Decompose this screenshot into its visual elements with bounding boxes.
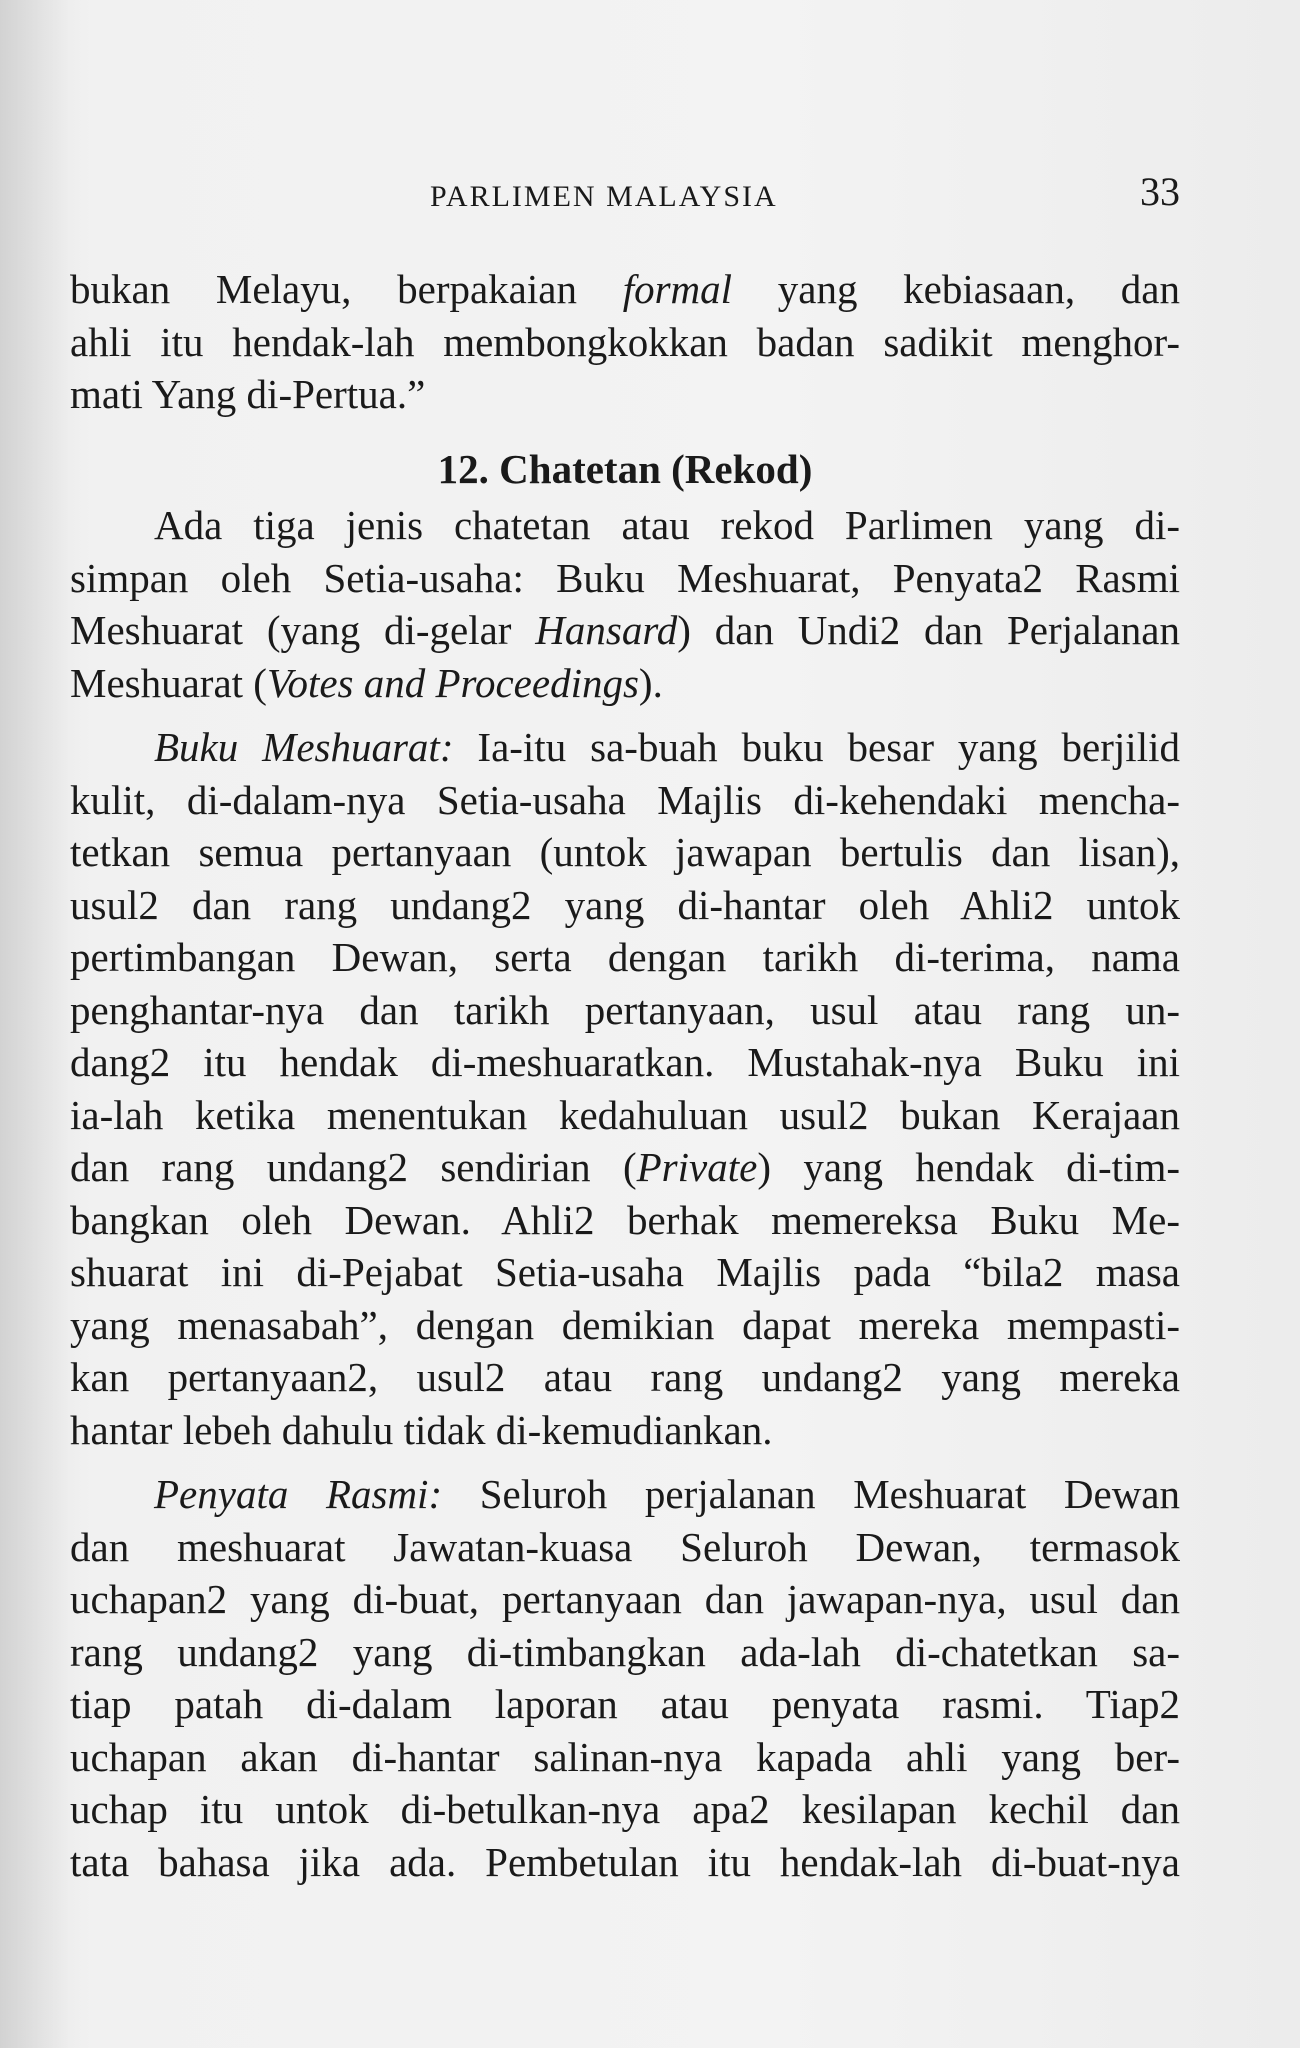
text-line: bangkan oleh Dewan. Ahli2 berhak memereksa Buku Me- [70,1196,1180,1243]
text-line: dang2 itu hendak di-meshuaratkan. Mustahak-nya Buku ini [70,1039,1180,1085]
text-line: dan rang undang2 sendirian (Private) yang hendak di-tim- [70,1144,1181,1190]
text-line: ahli itu hendak-lah membongkokkan badan sadikit menghor- [70,318,1180,365]
paragraph-4 [70,1468,1180,1888]
page-number: 33 [1140,169,1180,214]
running-head: PARLIMEN MALAYSIA [430,180,778,213]
text-line: shuarat ini di-Pejabat Setia-usaha Majlis pada “bila2 masa [70,1249,1180,1295]
text-line: uchapan akan di-hantar salinan-nya kapada ahli yang ber- [70,1733,1180,1780]
text-line: bukan Melayu, berpakaian formal yang kebiasaan, dan [70,266,1180,312]
section-heading: 12. Chatetan (Rekod) [437,445,813,492]
text-line: yang menasabah”, dengan demikian dapat mereka mempasti- [70,1301,1180,1348]
text-line: kan pertanyaan2, usul2 atau rang undang2 yang mereka [70,1354,1180,1400]
text-line: Buku Meshuarat: Ia-itu sa-buah buku besar yang berjilid [154,724,1180,770]
page-header [70,168,1180,218]
text-line: pertimbangan Dewan, serta dengan tarikh di-terima, nama [70,934,1180,980]
text-line: dan meshuarat Jawatan-kuasa Seluroh Dewan, termasok [70,1523,1180,1570]
text-line: tata bahasa jika ada. Pembetulan itu hendak-lah di-buat-nya [70,1838,1180,1885]
text-line: simpan oleh Setia-usaha: Buku Meshuarat, Penyata2 Rasmi [70,554,1180,601]
text-line: mati Yang di-Pertua.” [70,371,426,417]
text-line: penghantar-nya dan tarikh pertanyaan, usul atau rang un- [70,986,1180,1033]
text-line: rang undang2 yang di-timbangkan ada-lah di-chatetkan sa- [70,1628,1180,1675]
text-line: usul2 dan rang undang2 yang di-hantar oleh Ahli2 untok [70,881,1180,928]
text-line: kulit, di-dalam-nya Setia-usaha Majlis di-kehendaki mencha- [70,776,1180,823]
text-line: hantar lebeh dahulu tidak di-kemudiankan. [70,1406,773,1453]
body-text [70,263,1180,1888]
text-line: uchap itu untok di-betulkan-nya apa2 kesilapan kechil dan [70,1786,1180,1832]
paragraph-1 [70,263,1180,421]
text-line: ia-lah ketika menentukan kedahuluan usul2 bukan Kerajaan [70,1091,1180,1138]
text-line: Meshuarat (yang di-gelar Hansard) dan Undi2 dan Perjalanan [70,607,1181,653]
paragraph-3 [70,721,1180,1456]
gutter-shadow [0,0,70,2048]
text-line: Ada tiga jenis chatetan atau rekod Parlimen yang di- [154,502,1180,548]
text-line: tetkan semua pertanyaan (untok jawapan bertulis dan lisan), [70,829,1180,875]
paragraph-2 [70,499,1180,709]
text-line: Meshuarat (Votes and Proceedings). [70,659,663,706]
text-line: uchapan2 yang di-buat, pertanyaan dan jawapan-nya, usul dan [70,1576,1180,1622]
text-line: tiap patah di-dalam laporan atau penyata rasmi. Tiap2 [70,1681,1180,1727]
text-line: Penyata Rasmi: Seluroh perjalanan Meshuarat Dewan [154,1471,1181,1517]
